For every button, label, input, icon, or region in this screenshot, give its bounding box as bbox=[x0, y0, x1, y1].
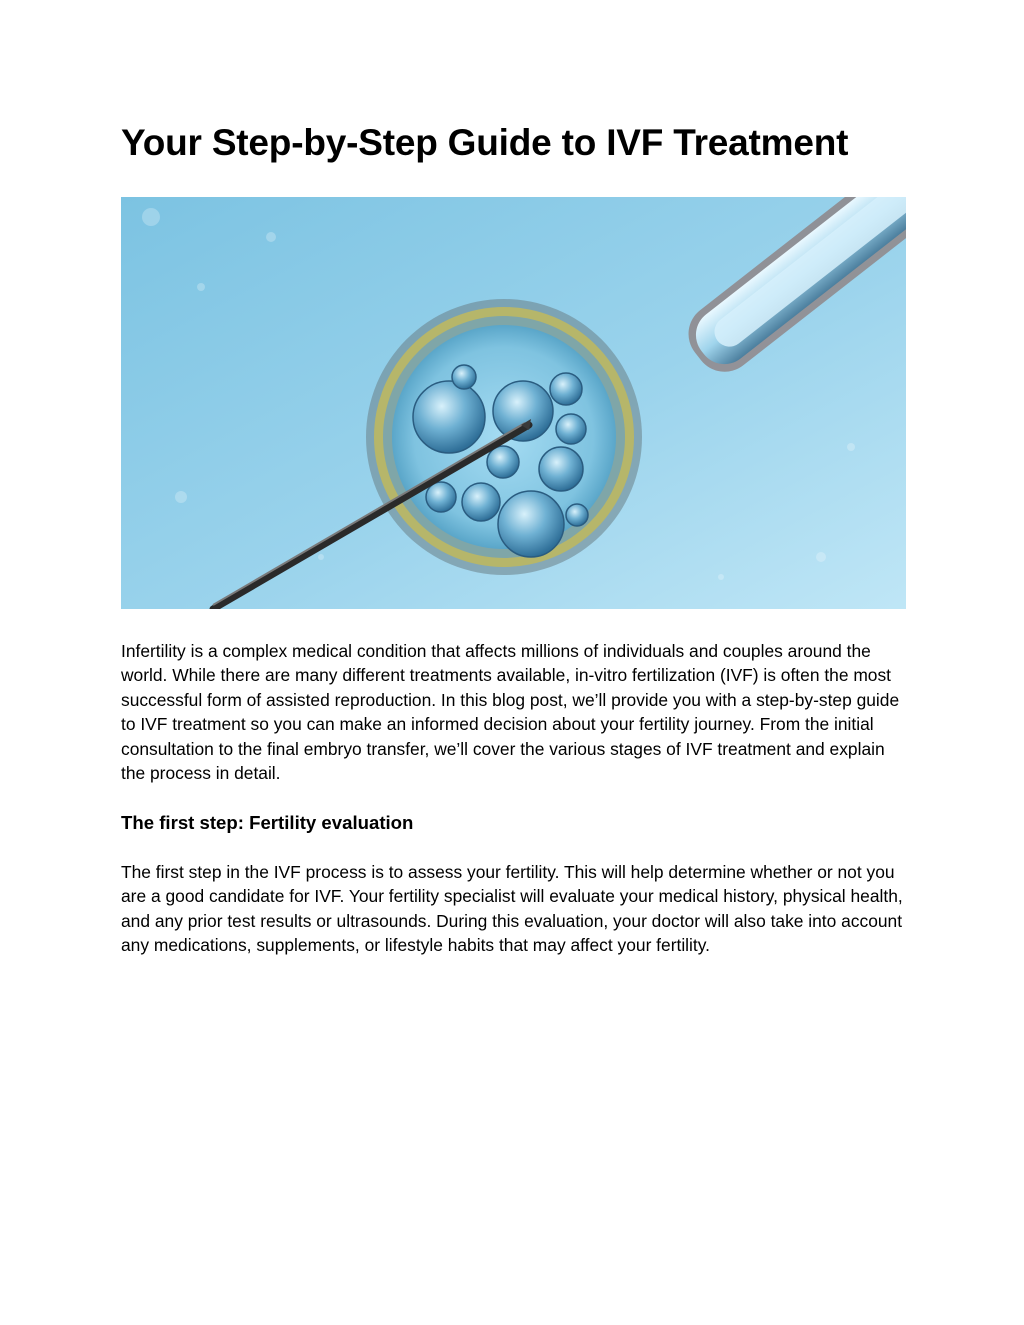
hero-image bbox=[121, 197, 906, 609]
intro-paragraph: Infertility is a complex medical condition that affects millions of individuals and couples around the world. While there are many different treatments available, in-vitro fertilization (IVF) is often the most successful form of assisted reproduction. In this blog post, we’ll provide you with a step-by-step guide to IVF treatment so you can make an informed decision about your fertility journey. From the initial consultation to the final embryo transfer, we’ll cover the various stages of IVF treatment and explain the process in detail. bbox=[121, 641, 900, 784]
section-heading: The first step: Fertility evaluation bbox=[121, 812, 414, 833]
ivf-microinjection-icon bbox=[121, 197, 906, 609]
page-title: Your Step-by-Step Guide to IVF Treatment bbox=[121, 122, 849, 163]
section-paragraph: The first step in the IVF process is to assess your fertility. This will help determine whether or not you are a good candidate for IVF. Your fertility specialist will evaluate your medical history, physical health, and any prior test results or ultrasounds. During this evaluation, your doctor will also take into account any medications, supplements, or lifestyle habits that may affect your fertility. bbox=[121, 862, 903, 956]
